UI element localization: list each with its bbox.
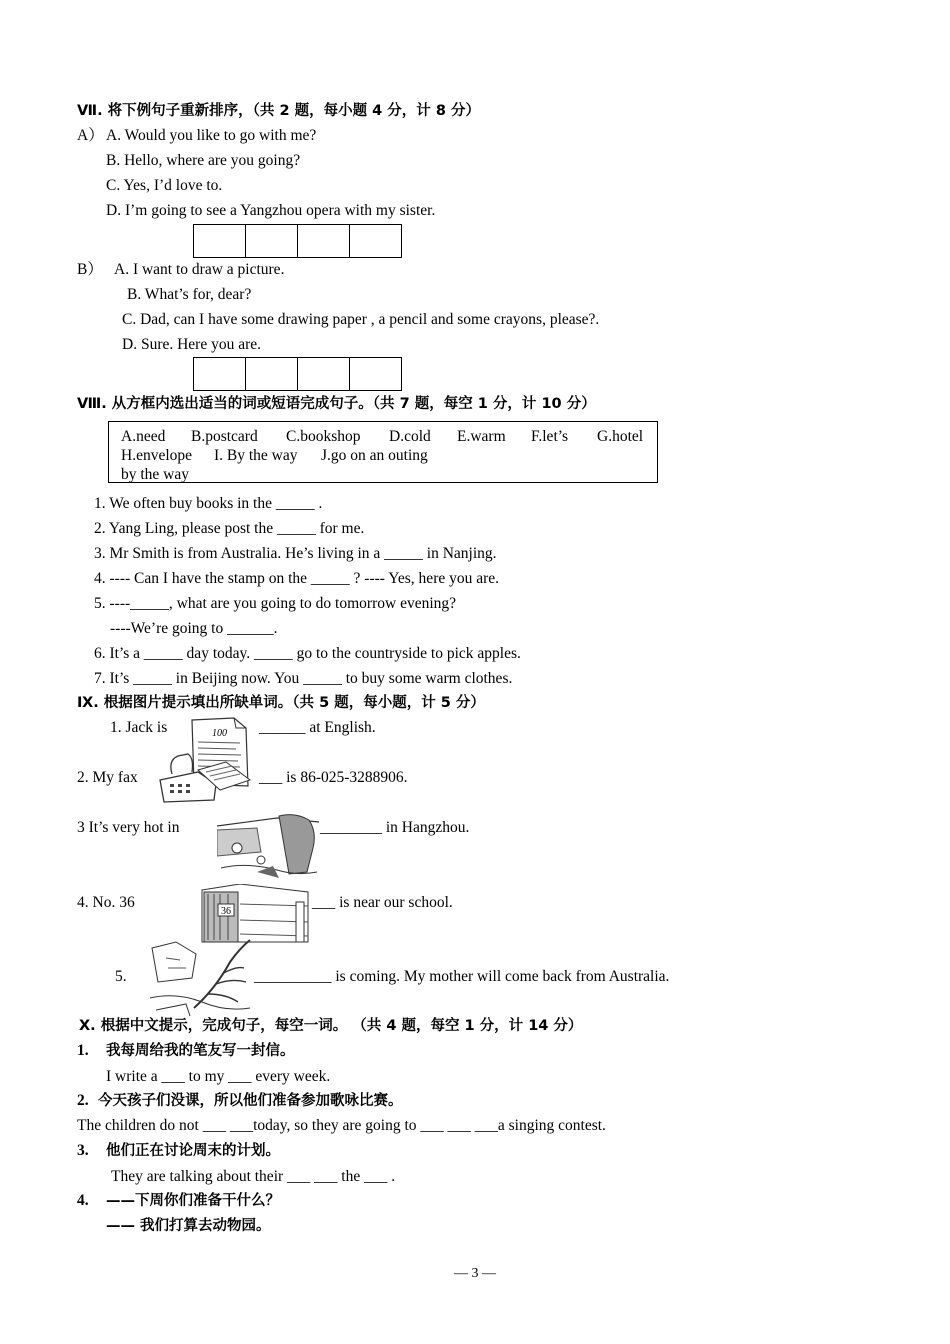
s7-b-item: A. I want to draw a picture. [114,261,285,278]
s7-b-item: C. Dad, can I have some drawing paper , a pencil and some crayons, please?. [122,311,600,328]
s7-b-item: B. What’s for, dear? [127,286,252,303]
word-option: J.go on an outing [321,447,428,464]
s9-q3-prefix: 3 It’s very hot in [77,819,180,836]
s8-question: ----We’re going to ______. [110,620,278,637]
s9-q3-suffix: ________ in Hangzhou. [320,819,470,836]
word-option: C.bookshop [286,428,361,445]
s7-a-answer-boxes[interactable] [194,224,402,258]
s10-q2-english: The children do not ___ ___today, so they are going to ___ ___ ___a singing contest. [77,1117,606,1134]
s8-question: 4. ---- Can I have the stamp on the _____ ? ---- Yes, here you are. [94,570,500,587]
s10-q4-number: 4. [77,1192,89,1209]
s7-b-label: B） [77,261,103,278]
s8-question: 6. It’s a _____ day today. _____ go to the countryside to pick apples. [94,645,521,662]
s10-q3-english: They are talking about their ___ ___ the ___ . [111,1168,396,1185]
word-option: B.postcard [191,428,258,445]
fax-machine-image [154,750,258,806]
s10-q1-english: I write a ___ to my ___ every week. [106,1068,331,1085]
word-option: A.need [121,428,166,445]
s7-a-item: A. Would you like to go with me? [106,127,317,144]
s8-question: 7. It’s _____ in Beijing now. You _____ to buy some warm clothes. [94,670,513,687]
s10-q1-number: 1. [77,1042,89,1059]
word-option: G.hotel [597,428,644,445]
s10-q2-number: 2. [77,1092,89,1109]
s7-b-item: D. Sure. Here you are. [122,336,262,353]
section-10-heading: Ⅹ. 根据中文提示，完成句子，每空一词。 （共 4 题，每空 1 分，计 14 分） [79,1018,583,1034]
s7-a-item: B. Hello, where are you going? [106,152,301,169]
section-9-heading: Ⅸ. 根据图片提示填出所缺单词。（共 5 题，每小题，计 5 分） [77,695,485,711]
s9-q1-suffix: ______ at English. [259,719,376,736]
s10-q3-chinese: 他们正在讨论周末的计划。 [106,1143,280,1159]
s8-question: 1. We often buy books in the _____ . [94,495,323,512]
s9-q1-prefix: 1. Jack is [110,719,168,736]
s9-q5-prefix: 5. [115,968,127,985]
word-option: I. By the way [214,447,298,464]
s10-q1-chinese: 我每周给我的笔友写一封信。 [106,1043,295,1059]
s7-a-item: D. I’m going to see a Yangzhou opera with my sister. [106,202,436,219]
summer-scene-image [217,812,319,884]
house-number: 36 [221,906,231,917]
word-bank-box [108,421,658,483]
spring-tree-image [146,938,252,1018]
word-option: H.envelope [121,447,193,464]
section-7-heading: Ⅶ. 将下例句子重新排序，（共 2 题，每小题 4 分，计 8 分） [77,103,480,119]
s8-question: 3. Mr Smith is from Australia. He’s living in a _____ in Nanjing. [94,545,497,562]
s7-a-item: C. Yes, I’d love to. [106,177,223,194]
word-option: E.warm [457,428,506,445]
s8-question: 5. ----_____, what are you going to do tomorrow evening? [94,595,457,612]
s9-q4-suffix: ___ is near our school. [312,894,453,911]
s7-a-label: A） [77,127,104,144]
s9-q2-suffix: ___ is 86-025-3288906. [259,769,408,786]
s10-q4-chinese-answer: —— 我们打算去动物园。 [106,1218,271,1234]
s9-q5-suffix: __________ is coming. My mother will come back from Australia. [254,968,670,985]
s9-q4-prefix: 4. No. 36 [77,894,135,911]
house-image [200,884,310,946]
s7-b-answer-boxes[interactable] [194,357,402,391]
s8-question: 2. Yang Ling, please post the _____ for me. [94,520,365,537]
word-option-cut: by the way [121,466,190,483]
paper-score: 100 [212,728,227,739]
page-number: — 3 — [454,1266,496,1281]
section-8-heading: Ⅷ. 从方框内选出适当的词或短语完成句子。（共 7 题，每空 1 分，计 10 分） [77,396,596,412]
s9-q2-prefix: 2. My fax [77,769,138,786]
s10-q2-chinese: 今天孩子们没课，所以他们准备参加歌咏比赛。 [98,1093,403,1109]
word-option: D.cold [389,428,431,445]
word-option: F.let’s [531,428,569,445]
s10-q4-chinese: ——下周你们准备干什么？ [106,1193,280,1209]
s10-q3-number: 3. [77,1142,89,1159]
